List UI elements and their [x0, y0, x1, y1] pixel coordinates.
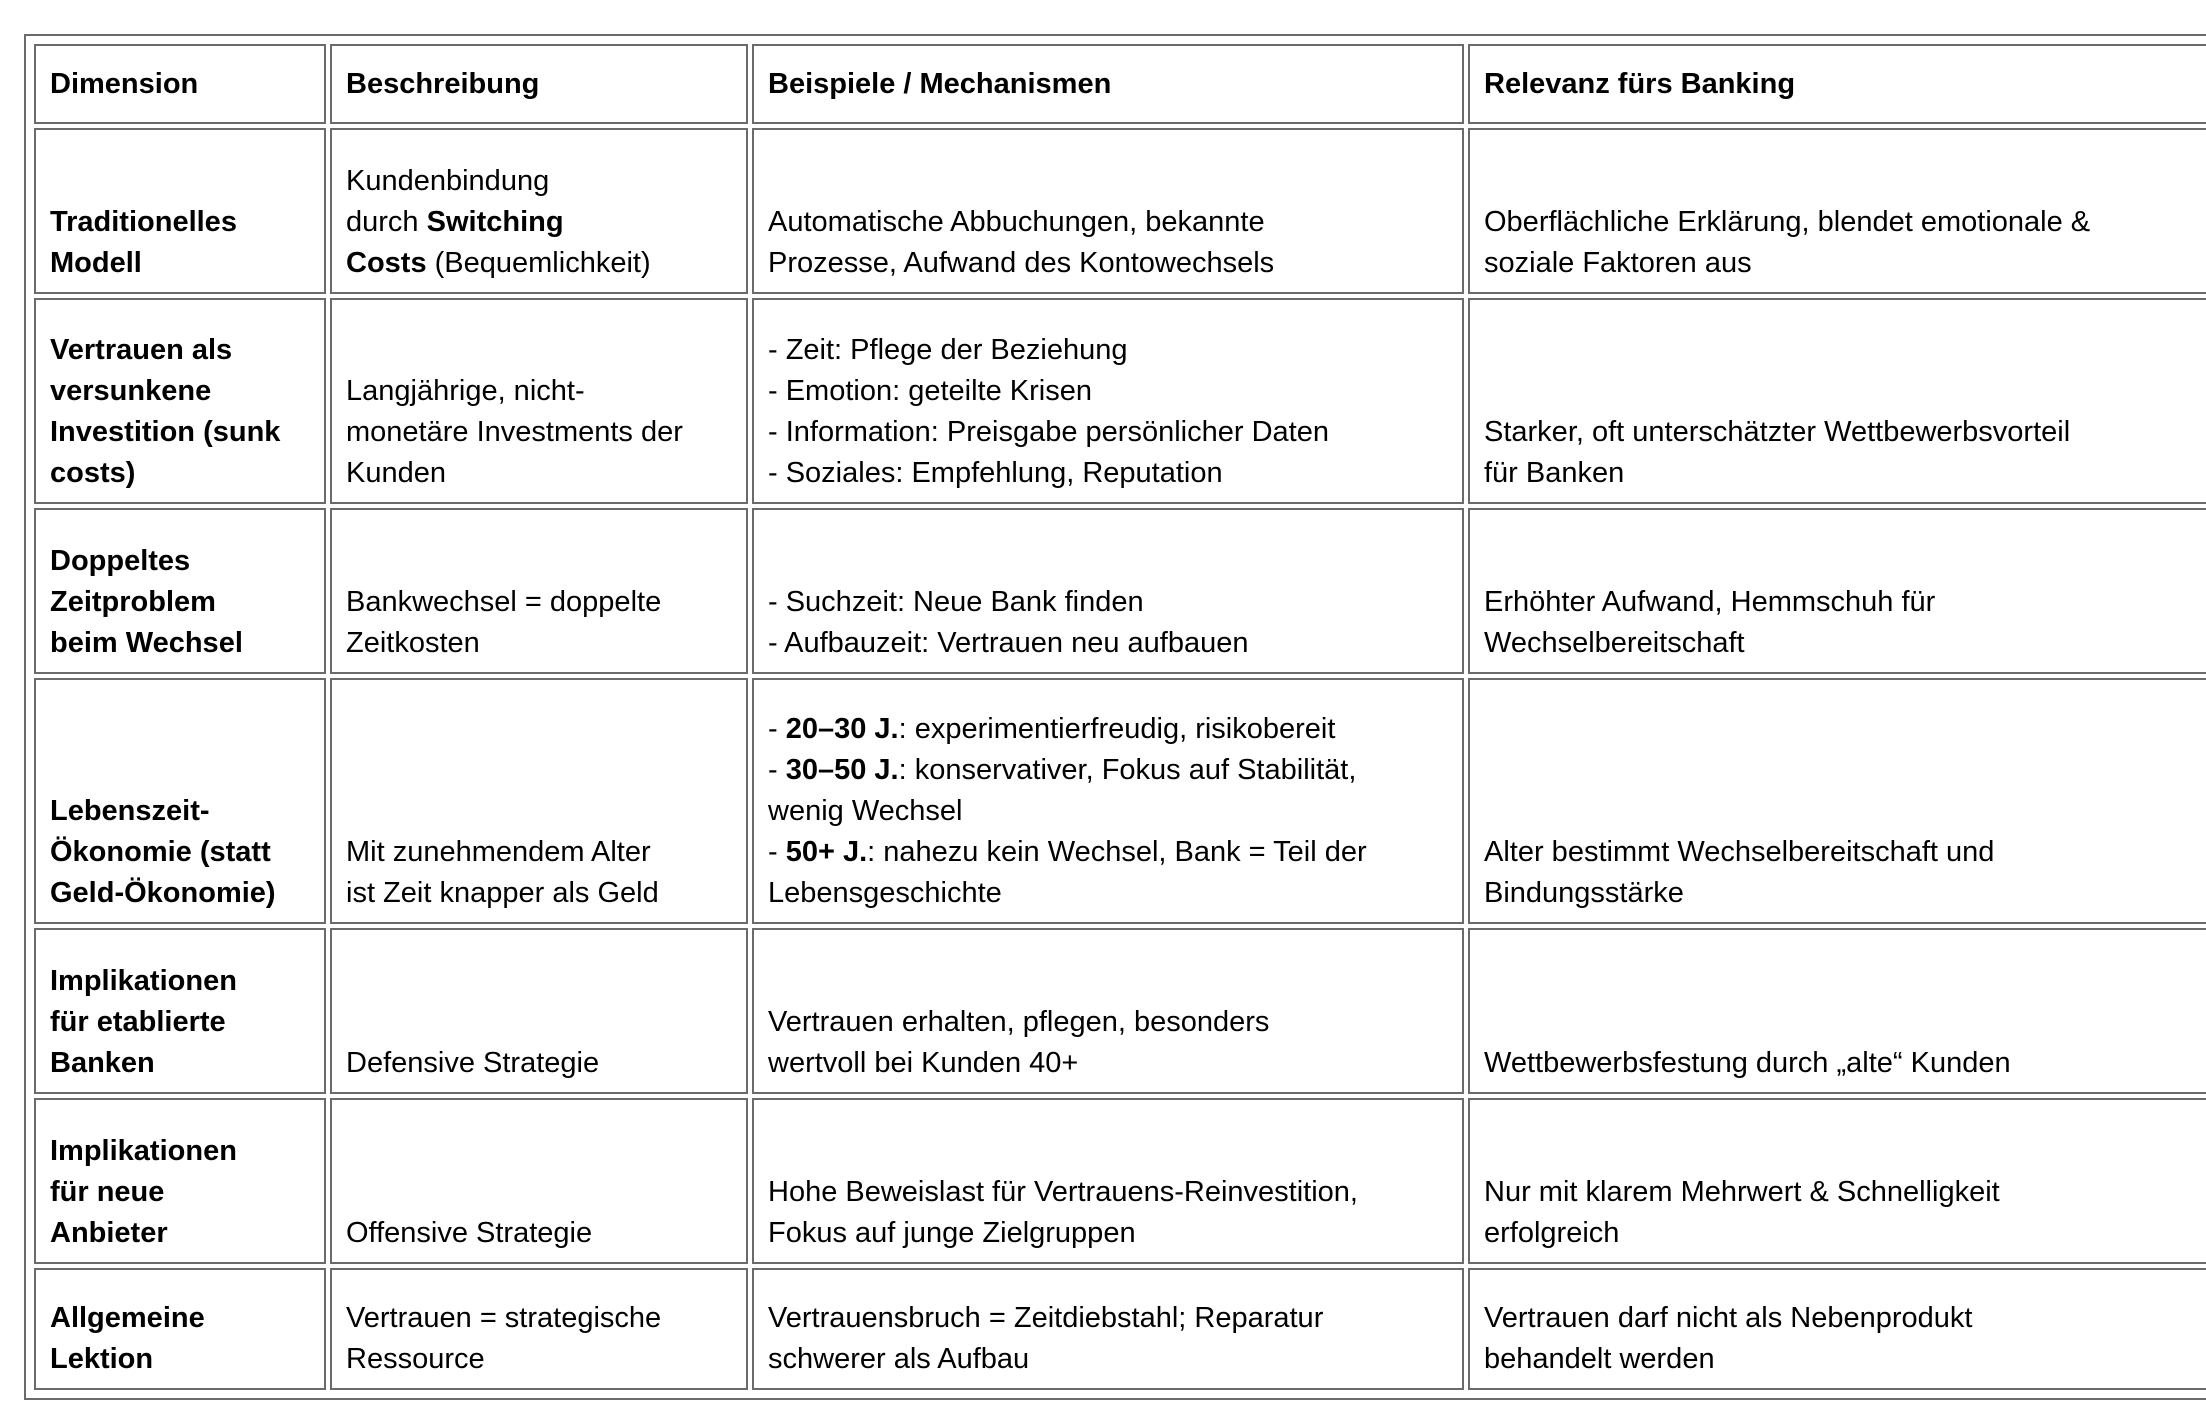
- table-row: [34, 678, 2206, 924]
- header-dimension: Dimension: [34, 44, 326, 124]
- cell-beschreibung: Kundenbindung durch Switching Costs (Bequemlichkeit): [330, 128, 748, 294]
- cell-dimension: Lebenszeit- Ökonomie (statt Geld-Ökonomie): [34, 678, 326, 924]
- header-relevanz: Relevanz fürs Banking: [1468, 44, 2206, 124]
- table-row: [34, 128, 2206, 294]
- cell-dimension: Doppeltes Zeitproblem beim Wechsel: [34, 508, 326, 674]
- cell-dimension: Allgemeine Lektion: [34, 1268, 326, 1390]
- cell-dimension: Implikationen für neue Anbieter: [34, 1098, 326, 1264]
- cell-relevanz: Nur mit klarem Mehrwert & Schnelligkeit erfolgreich: [1468, 1098, 2206, 1264]
- cell-beschreibung: Bankwechsel = doppelte Zeitkosten: [330, 508, 748, 674]
- cell-dimension: Traditionelles Modell: [34, 128, 326, 294]
- cell-beispiele: Vertrauensbruch = Zeitdiebstahl; Reparatur schwerer als Aufbau: [752, 1268, 1464, 1390]
- header-row: [34, 44, 2206, 124]
- comparison-table: [30, 40, 2206, 1394]
- cell-relevanz: Wettbewerbsfestung durch „alte“ Kunden: [1468, 928, 2206, 1094]
- cell-beispiele: Vertrauen erhalten, pflegen, besonders wertvoll bei Kunden 40+: [752, 928, 1464, 1094]
- cell-dimension: Vertrauen als versunkene Investition (sunk costs): [34, 298, 326, 504]
- table-row: [34, 928, 2206, 1094]
- header-beispiele: Beispiele / Mechanismen: [752, 44, 1464, 124]
- cell-beschreibung: Langjährige, nicht- monetäre Investments der Kunden: [330, 298, 748, 504]
- cell-dimension: Implikationen für etablierte Banken: [34, 928, 326, 1094]
- comparison-table-container: [24, 34, 2206, 1400]
- cell-beschreibung: Mit zunehmendem Alter ist Zeit knapper als Geld: [330, 678, 748, 924]
- cell-beispiele: Automatische Abbuchungen, bekannte Prozesse, Aufwand des Kontowechsels: [752, 128, 1464, 294]
- cell-relevanz: Oberflächliche Erklärung, blendet emotionale & soziale Faktoren aus: [1468, 128, 2206, 294]
- table-row: [34, 508, 2206, 674]
- cell-relevanz: Erhöhter Aufwand, Hemmschuh für Wechselbereitschaft: [1468, 508, 2206, 674]
- cell-relevanz: Vertrauen darf nicht als Nebenprodukt behandelt werden: [1468, 1268, 2206, 1390]
- header-beschreibung: Beschreibung: [330, 44, 748, 124]
- cell-beschreibung: Defensive Strategie: [330, 928, 748, 1094]
- cell-beschreibung: Vertrauen = strategische Ressource: [330, 1268, 748, 1390]
- cell-beispiele: - Suchzeit: Neue Bank finden - Aufbauzeit: Vertrauen neu aufbauen: [752, 508, 1464, 674]
- cell-beschreibung: Offensive Strategie: [330, 1098, 748, 1264]
- cell-relevanz: Starker, oft unterschätzter Wettbewerbsvorteil für Banken: [1468, 298, 2206, 504]
- table-row: [34, 1098, 2206, 1264]
- table-row: [34, 298, 2206, 504]
- cell-beispiele: - Zeit: Pflege der Beziehung - Emotion: geteilte Krisen - Information: Preisgabe persönlicher Daten - Soziales: Empfehlung, Reputation: [752, 298, 1464, 504]
- cell-beispiele: Hohe Beweislast für Vertrauens-Reinvestition, Fokus auf junge Zielgruppen: [752, 1098, 1464, 1264]
- cell-beispiele: - 20–30 J.: experimentierfreudig, risikobereit - 30–50 J.: konservativer, Fokus auf Stabilität, wenig Wechsel - 50+ J.: nahezu kein Wechsel, Bank = Teil der Lebensgeschichte: [752, 678, 1464, 924]
- cell-relevanz: Alter bestimmt Wechselbereitschaft und Bindungsstärke: [1468, 678, 2206, 924]
- table-row: [34, 1268, 2206, 1390]
